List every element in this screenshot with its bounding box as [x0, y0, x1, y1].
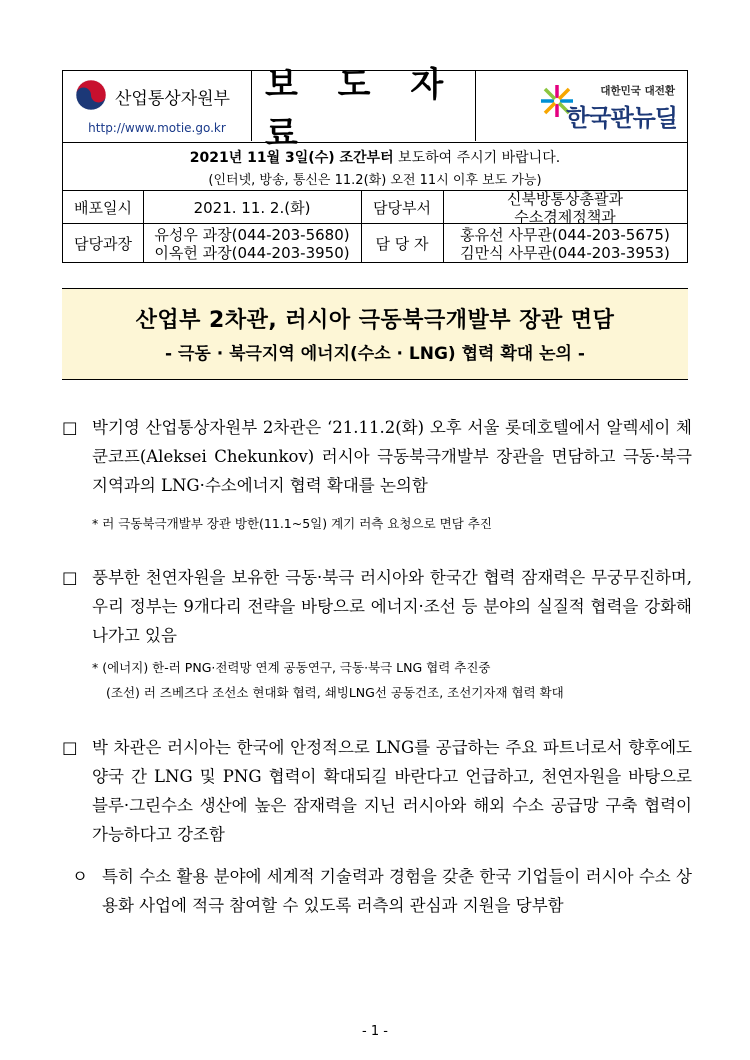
paragraph-1 — [62, 413, 692, 500]
dept-line-1: 신북방통상총괄과 — [507, 189, 623, 208]
note-2b: (조선) 러 즈베즈다 조선소 현대화 협력, 쇄빙LNG선 공동건조, 조선기자재 협력 확대 — [106, 685, 564, 700]
square-bullet: □ — [62, 738, 78, 757]
brand-name: 한국판뉴딜 — [566, 104, 677, 132]
square-bullet: □ — [62, 418, 78, 437]
embargo-text: 보도하여 주시기 바랍니다. — [393, 150, 561, 166]
paragraph-2-text: 풍부한 천연자원을 보유한 극동·북극 러시아와 한국간 협력 잠재력은 무궁무진하며, 우리 정부는 9개다리 전략을 바탕으로 에너지·조선 등 분야의 실질적 협력을 강화해 나가고 있음 — [92, 568, 692, 645]
paragraph-3 — [62, 733, 692, 849]
ministry-block — [63, 71, 251, 141]
director-1: 유성우 과장(044-203-5680) — [154, 225, 350, 244]
embargo-date: 2021년 11월 3일(수) 조간부터 — [189, 150, 394, 166]
officer-1: 홍유선 사무관(044-203-5675) — [460, 225, 670, 244]
press-release-header — [62, 65, 688, 263]
directors — [143, 224, 361, 263]
circle-bullet: ㅇ — [72, 867, 88, 886]
dept-line-2: 수소경제정책과 — [514, 207, 616, 226]
note-2a: * (에너지) 한-러 PNG·전력망 연계 공동연구, 극동·북극 LNG 협력 추진중 — [92, 660, 491, 675]
ministry-name: 산업통상자원부 — [115, 89, 230, 109]
doc-type-title: 보 도 자 료 — [265, 65, 458, 154]
paragraph-3-text: 박 차관은 러시아는 한국에 안정적으로 LNG를 공급하는 주요 파트너로서 향후에도 양국 간 LNG 및 PNG 협력이 확대되길 바란다고 언급하고, 천연자원을 바탕으로 블루·그린수소 생산에 높은 잠재력을 지닌 러시아와 해외 수소 공급망 구축 협력이 가능하다고 강조함 — [92, 738, 692, 844]
embargo-note: (인터넷, 방송, 통신은 11.2(화) 오전 11시 이후 보도 가능) — [208, 173, 542, 188]
brand-tagline: 대한민국 대전환 — [600, 85, 675, 97]
dept-label: 담당부서 — [373, 198, 431, 217]
ministry-url-link[interactable]: http://www.motie.go.kr — [88, 121, 226, 135]
new-deal-brand — [475, 71, 687, 141]
note-1: * 러 극동북극개발부 장관 방한(11.1~5일) 계기 러측 요청으로 면담 추진 — [92, 516, 492, 531]
officers — [443, 224, 687, 263]
director-label: 담당과장 — [74, 234, 132, 253]
square-bullet: □ — [62, 568, 78, 587]
headline-box — [62, 288, 688, 380]
dept-names — [443, 191, 687, 224]
page-number: - 1 - — [362, 1024, 388, 1039]
director-2: 이옥헌 과장(044-203-3950) — [154, 243, 350, 262]
paragraph-4-text: 특히 수소 활용 분야에 세계적 기술력과 경험을 갖춘 한국 기업들이 러시아 수소 상용화 사업에 적극 참여할 수 있도록 러측의 관심과 지원을 당부함 — [102, 867, 692, 915]
taegeuk-logo-icon — [75, 79, 107, 111]
officer-2: 김만식 사무관(044-203-3953) — [460, 243, 670, 262]
release-date: 2021. 11. 2.(화) — [193, 198, 311, 217]
officer-label: 담 당 자 — [375, 234, 429, 253]
headline-subtitle: - 극동 · 북극지역 에너지(수소 · LNG) 협력 확대 논의 - — [165, 344, 585, 364]
contact-row — [63, 223, 687, 263]
paragraph-2 — [62, 563, 692, 650]
paragraph-1-text: 박기영 산업통상자원부 2차관은 ‘21.11.2(화) 오후 서울 롯데호텔에서 알렉세이 체쿤코프(Aleksei Chekunkov) 러시아 극동북극개발부 장관을 면담하고 극동·북극 지역과의 LNG·수소에너지 협력 확대를 논의함 — [92, 418, 692, 495]
release-label: 배포일시 — [74, 198, 132, 217]
headline-title: 산업부 2차관, 러시아 극동북극개발부 장관 면담 — [135, 308, 615, 333]
embargo-notice — [63, 142, 687, 191]
release-row — [63, 190, 687, 224]
paragraph-4 — [72, 862, 692, 920]
